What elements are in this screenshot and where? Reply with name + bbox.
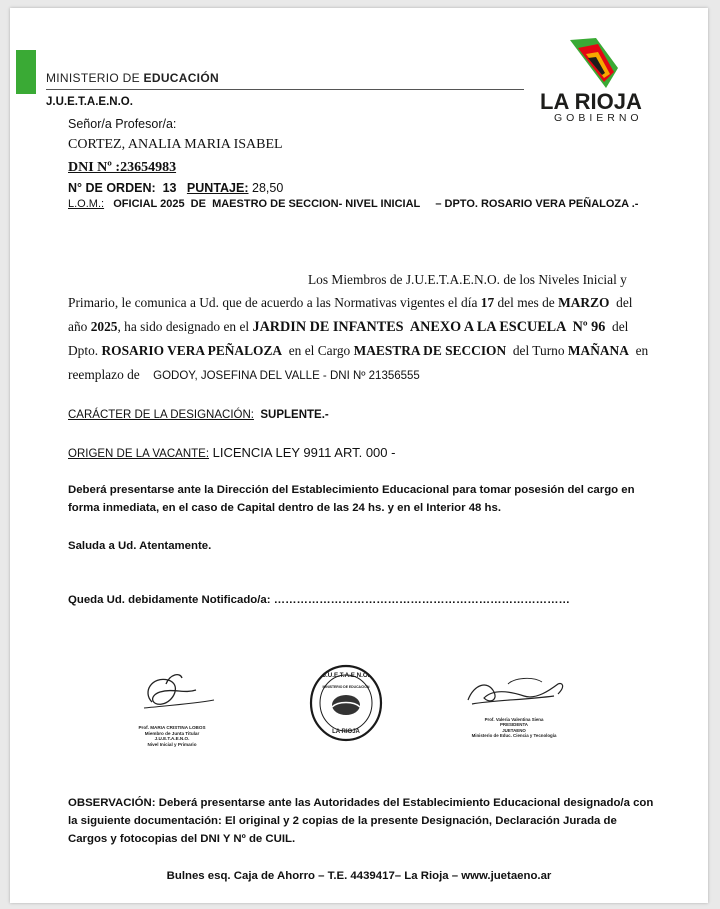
lom-value: OFICIAL 2025 DE MAESTRO DE SECCION- NIVEL INICIAL – DPTO. ROSARIO VERA PEÑALOZA .-: [113, 198, 639, 210]
signature-left: [122, 662, 242, 746]
official-stamp: [308, 663, 384, 743]
observation-line-1: [68, 797, 653, 809]
header-divider: [46, 89, 524, 90]
observation-label: OBSERVACIÓN:: [68, 797, 156, 809]
org-name: J.U.E.T.A.E.N.O.: [46, 96, 133, 108]
observation-line-3: Cargos y fotocopias del DNI Y Nº de CUIL.: [68, 833, 296, 845]
instructions-line-2: forma inmediata, en el caso de Capital dentro de las 24 hs. y en el Interior 48 hs.: [68, 502, 501, 514]
instructions-line-1: Deberá presentarse ante la Dirección del Establecimiento Educacional para tomar posesión del cargo en: [68, 484, 635, 496]
green-accent-bar: [16, 50, 36, 94]
body-line-4: [68, 343, 648, 359]
signature-right-caption: [454, 717, 574, 739]
orden-value: 13: [162, 181, 177, 195]
lom-line: [68, 198, 638, 210]
sig-right-line-2: PRESIDENTA: [500, 722, 528, 728]
stamp-bottom-text: LA RIOJA: [332, 729, 360, 735]
caracter-value: SUPLENTE.-: [260, 409, 329, 421]
orden-label: N° DE ORDEN:: [68, 181, 156, 195]
observation-text-1: Deberá presentarse ante las Autoridades del Establecimiento Educacional designado/a con: [155, 797, 654, 809]
body-l4-c: del Turno: [506, 343, 568, 358]
body-l4-b: en el Cargo: [282, 343, 354, 358]
salutation: Señor/a Profesor/a:: [68, 117, 177, 131]
body-l2-a: Primario, le comunica a Ud. que de acuerdo a las Normativas vigentes el día: [68, 295, 481, 310]
la-rioja-logo: [526, 28, 666, 128]
origen-value: LICENCIA LEY 9911 ART. 000 -: [209, 445, 396, 460]
sig-left-line-1: Prof. MARIA CRISTINA LOBOS: [138, 725, 206, 730]
body-l3-a: año: [68, 319, 91, 334]
sig-left-line-4: Nivel Inicial y Primario: [147, 741, 197, 747]
body-line-2: [68, 295, 633, 311]
body-l3-b: , ha sido designado en el: [117, 319, 253, 334]
body-replacement: GODOY, JOSEFINA DEL VALLE - DNI Nº 21356555: [153, 370, 420, 382]
body-cargo: MAESTRA DE SECCION: [353, 343, 507, 358]
sig-left-line-2: Miembro de Junta Titular: [144, 730, 200, 736]
sig-right-line-3: JUETAENO: [502, 727, 526, 733]
stamp-top-text: J.U.E.T.A.E.N.O.: [322, 672, 370, 679]
body-l2-b: del mes de: [494, 295, 559, 310]
origen-line: [68, 445, 395, 460]
body-day: 17: [480, 295, 495, 310]
puntaje-value: 28,50: [252, 181, 284, 195]
puntaje-label: PUNTAJE:: [186, 181, 249, 195]
logo-name: LA RIOJA: [540, 89, 642, 114]
observation-line-2: la siguiente documentación: El original y 2 copias de la presente Designación, Declaración Jurada de: [68, 815, 617, 827]
handwritten-signature-icon: [454, 670, 584, 712]
body-l5-a: reemplazo de: [68, 367, 154, 382]
body-l4-d: en: [628, 343, 649, 358]
logo-sub: GOBIERNO: [554, 112, 643, 124]
body-dept: ROSARIO VERA PEÑALOZA: [101, 343, 283, 358]
caracter-label: CARÁCTER DE LA DESIGNACIÓN:: [68, 409, 254, 421]
handwritten-signature-icon: [122, 662, 242, 720]
ministry-bold: EDUCACIÓN: [143, 71, 219, 85]
seal-icon: [308, 663, 384, 743]
body-year: 2025: [90, 319, 118, 334]
orden-puntaje-line: [68, 181, 283, 195]
body-month: MARZO: [558, 295, 610, 310]
origen-label: ORIGEN DE LA VACANTE:: [68, 448, 210, 460]
ministry-title: [46, 71, 219, 85]
sig-left-line-3: J.U.E.T.A.E.N.O.: [154, 736, 190, 742]
body-line-5: [68, 367, 420, 383]
la-rioja-logo-icon: [526, 28, 666, 128]
sig-right-line-4: Ministerio de Educ. Ciencia y Tecnología: [471, 733, 557, 739]
footer-address: Bulnes esq. Caja de Ahorro – T.E. 4439417– La Rioja – www.juetaeno.ar: [166, 870, 552, 882]
body-school: JARDIN DE INFANTES ANEXO A LA ESCUELA Nº 96: [252, 319, 606, 335]
body-turno: MAÑANA: [567, 343, 629, 358]
notified-line: Queda Ud. debidamente Notificado/a: ……………………………………………………………………: [68, 594, 570, 606]
recipient-dni: DNI Nº :23654983: [68, 160, 177, 175]
sig-right-line-1: Prof. Valeria Valentina Siena: [484, 717, 544, 722]
body-l4-a: Dpto.: [68, 343, 102, 358]
body-line-1: Los Miembros de J.U.E.T.A.E.N.O. de los Niveles Inicial y: [308, 272, 627, 287]
stamp-side-text: MINISTERIO DE EDUCACION: [322, 685, 370, 689]
signature-left-caption: [122, 725, 222, 747]
greeting: Saluda a Ud. Atentamente.: [68, 540, 212, 552]
body-l3-c: del: [605, 319, 629, 334]
lom-label: L.O.M.:: [68, 198, 105, 210]
body-l2-c: del: [609, 295, 633, 310]
body-line-3: [68, 319, 628, 336]
caracter-line: [68, 409, 329, 421]
document-page: [10, 8, 708, 903]
recipient-name: CORTEZ, ANALIA MARIA ISABEL: [68, 137, 283, 152]
signature-right: [454, 670, 584, 750]
ministry-prefix: MINISTERIO DE: [46, 71, 144, 85]
